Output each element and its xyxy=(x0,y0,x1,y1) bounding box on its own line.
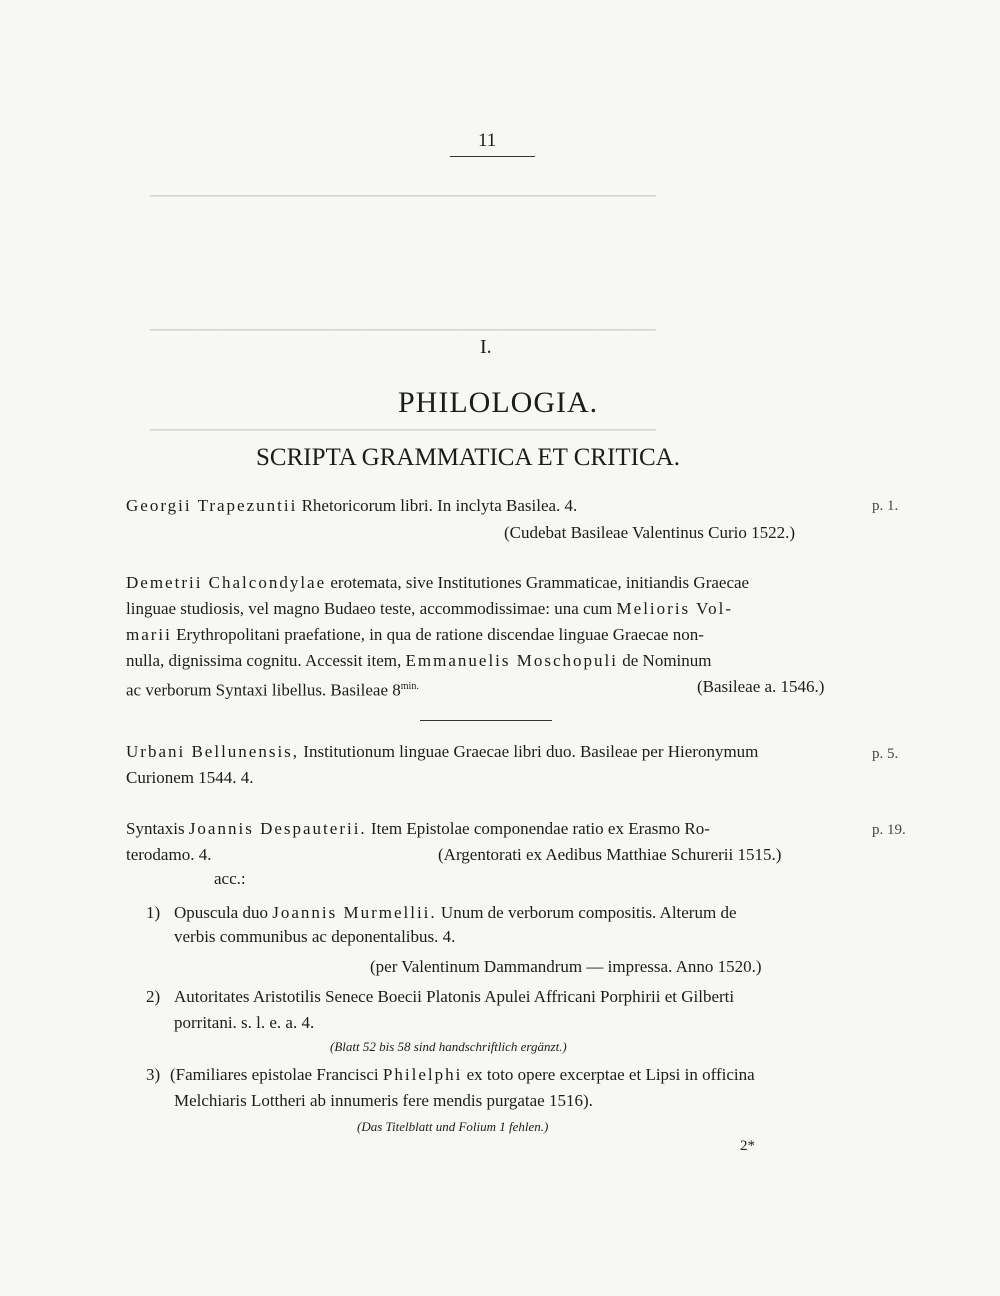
entry-urbanus: Urbani Bellunensis, Institutionum linguae Graecae libri duo. Basileae per Hieronymum xyxy=(126,742,759,761)
section-heading: PHILOLOGIA. xyxy=(398,386,599,419)
entry-note: (Blatt 52 bis 58 sind handschriftlich ergänzt.) xyxy=(330,1039,567,1054)
entry-line: ac verborum Syntaxi libellus. Basileae $8^{min.}$ xyxy=(126,680,419,700)
entry-chalcondylas: Demetrii Chalcondylae erotemata, sive Institutiones Grammaticae, initiandis Graecae xyxy=(126,573,750,592)
subentry-philelphus: (Familiares epistolae Francisci Philelphi ex toto opere excerptae et Lipsi in officina xyxy=(170,1065,755,1084)
page-ref: p. 1. xyxy=(872,498,899,514)
page-ref: p. 5. xyxy=(872,746,899,762)
entry-author: Georgii Trapezuntii xyxy=(126,496,298,515)
page-number: 11 xyxy=(478,130,497,151)
subentry-number: 3) xyxy=(146,1065,161,1084)
bleed-through-text: ────────────────────────────────────────── xyxy=(150,420,656,439)
entry-note: (Das Titelblatt und Folium 1 fehlen.) xyxy=(357,1119,549,1134)
entry-trapezuntius: Georgii Trapezuntii Rhetoricorum libri. In inclyta Basilea. 4. xyxy=(126,496,578,515)
accompanying-label: acc.: xyxy=(214,869,246,888)
entry-line: linguae studiosis, vel magno Budaeo teste, accommodissimae: una cum Melioris Vol- xyxy=(126,599,734,618)
bleed-through-text: ────────────────────────────────────────── xyxy=(150,186,656,205)
entry-line: terodamo. 4. xyxy=(126,845,212,864)
page-number-rule xyxy=(450,156,535,157)
entry-imprint: (Cudebat Basileae Valentinus Curio 1522.) xyxy=(504,523,795,542)
subentry-number: 2) xyxy=(146,987,161,1006)
entry-line: porritani. s. l. e. a. 4. xyxy=(174,1013,315,1032)
subentry-number: 1) xyxy=(146,903,161,922)
page-ref: p. 19. xyxy=(872,822,906,838)
entry-imprint: (Basileae a. 1546.) xyxy=(697,677,825,696)
entry-line: Melchiaris Lottheri ab innumeris fere mendis purgatae 1516). xyxy=(174,1091,593,1110)
separator-rule xyxy=(420,720,552,721)
entry-despauterius: Syntaxis Joannis Despauterii. Item Epistolae componendae ratio ex Erasmo Ro- xyxy=(126,819,710,838)
entry-author: Urbani Bellunensis, xyxy=(126,742,300,761)
entry-author: Demetrii Chalcondylae xyxy=(126,573,327,592)
signature-mark: 2* xyxy=(740,1138,755,1154)
entry-line: verbis communibus ac deponentalibus. 4. xyxy=(174,927,456,946)
entry-imprint: (Argentorati ex Aedibus Matthiae Schurerii 1515.) xyxy=(438,845,782,864)
subentry-autoritates: Autoritates Aristotilis Senece Boecii Platonis Apulei Affricani Porphirii et Gilberti xyxy=(174,987,735,1006)
entry-imprint: (per Valentinum Dammandrum — impressa. Anno 1520.) xyxy=(370,957,762,976)
entry-line: Curionem 1544. 4. xyxy=(126,768,254,787)
entry-line: nulla, dignissima cognitu. Accessit item, Emmanuelis Moschopuli de Nominum xyxy=(126,651,712,670)
section-subheading: SCRIPTA GRAMMATICA ET CRITICA. xyxy=(256,444,680,471)
entry-author: Joannis Despauterii. xyxy=(188,819,367,838)
section-numeral: I. xyxy=(480,336,492,358)
bleed-through-text: ────────────────────────────────────────── xyxy=(150,320,656,339)
subentry-murmellius: Opuscula duo Joannis Murmellii. Unum de verborum compositis. Alterum de xyxy=(174,903,737,922)
entry-line: marii Erythropolitani praefatione, in qua de ratione discendae linguae Graecae non- xyxy=(126,625,704,644)
